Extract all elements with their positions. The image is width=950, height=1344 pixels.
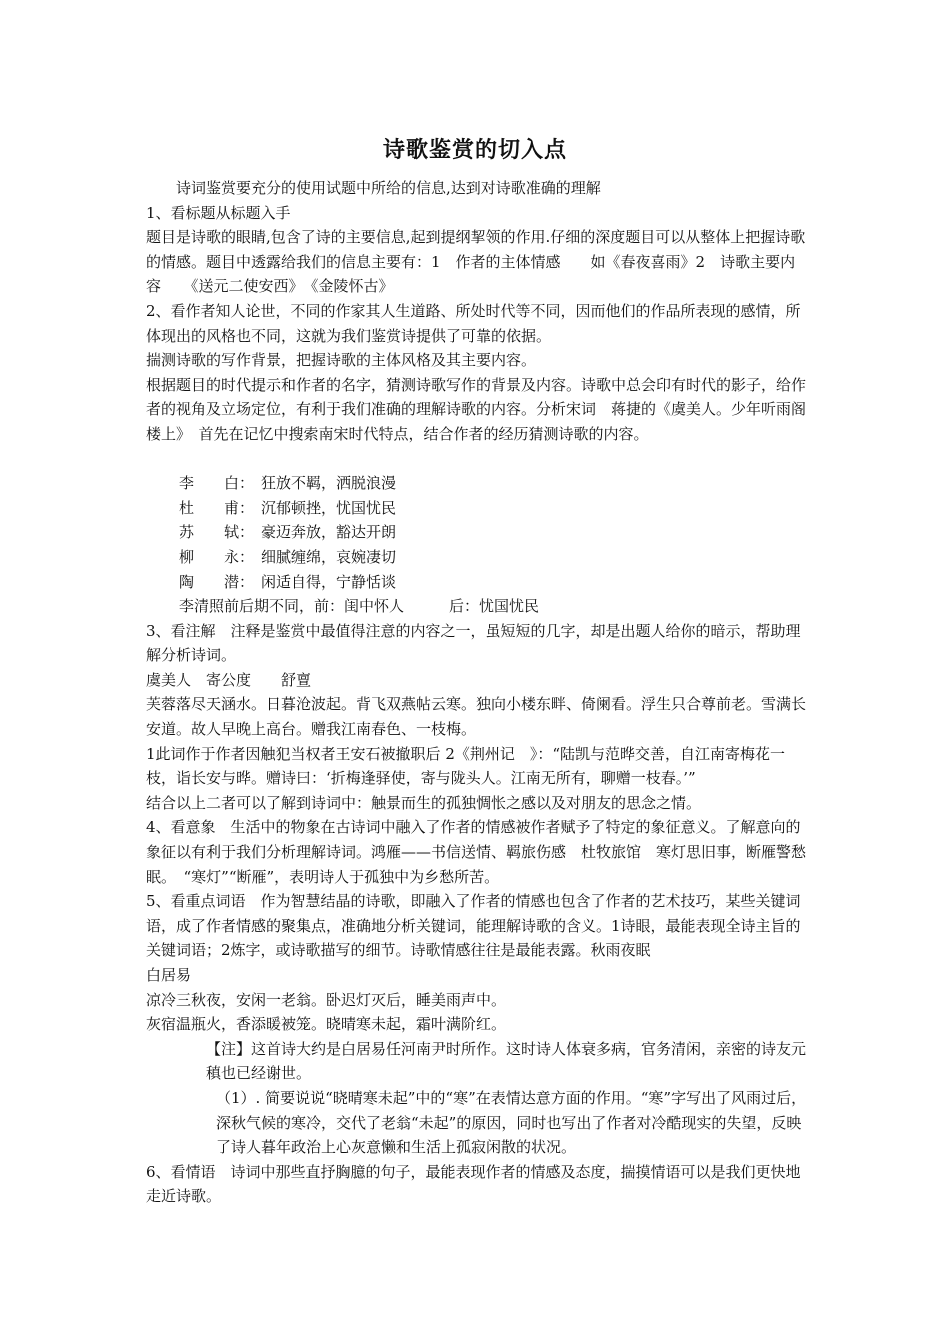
question-answer: （1）. 简要说说“晓晴寒未起”中的“寒”在表情达意方面的作用。“寒”字写出了风雨过后，深秋气候的寒冷，交代了老翁“未起”的原因，同时也写出了作者对冷酷现实的失望，反映了诗人暮年政治上心灰意懒和生活上孤寂闲散的状况。: [216, 1088, 807, 1157]
section-1-heading: 1、看标题从标题入手: [146, 203, 291, 222]
poet-name: 柳 永：: [179, 547, 255, 566]
poem-notes: 1此词作于作者因触犯当权者王安石被撤职后 2《荆州记 》：“陆凯与范晔交善，自江南寄梅花一枝，诣长安与晔。赠诗曰：‘折梅逢驿使，寄与陇头人。江南无所有，聊赠一枝春。’”: [146, 744, 786, 788]
intro-paragraph: 诗词鉴赏要充分的使用试题中所给的信息,达到对诗歌准确的理解: [176, 179, 601, 197]
poet-style-row: [146, 520, 810, 545]
poem-text: 芙蓉落尽天涵水。日暮沧波起。背飞双燕帖云寒。独向小楼东畔、倚阑看。浮生只合尊前老。雪满长安道。故人早晚上高台。赠我江南春色、一枝梅。: [146, 695, 807, 739]
poet-style: 闲适自得，宁静恬谈: [261, 572, 397, 591]
poet-style-row: [146, 471, 810, 496]
poet-style: 细腻缠绵，哀婉凄切: [261, 547, 397, 566]
section-1-paragraph: 题目是诗歌的眼睛,包含了诗的主要信息,起到提纲挈领的作用.仔细的深度题目可以从整体上把握诗歌的情感。题目中透露给我们的信息主要有：1 作者的主体情感 如《春夜喜雨》2 诗歌主要内容 《送元二使安西》 《金陵怀古》: [146, 228, 806, 296]
poet-style: 狂放不羁，洒脱浪漫: [261, 474, 397, 493]
poet-name: 陶 潜：: [179, 572, 255, 591]
poem-author: 白居易: [146, 966, 192, 984]
section-2-heading: 2、看作者知人论世，不同的作家其人生道路、所处时代等不同，因而他们的作品所表现的感情，所体现出的风格也不同，这就为我们鉴赏诗提供了可靠的依据。: [146, 301, 801, 345]
poet-name: 杜 甫：: [179, 498, 255, 517]
section-2-paragraph: 根据题目的时代提示和作者的名字，猜测诗歌写作的背景及内容。诗歌中总会印有时代的影子，给作者的视角及立场定位，有利于我们准确的理解诗歌的内容。分析宋词 蒋捷的《虞美人。少年听雨阁楼上》 首先在记忆中搜索南宋时代特点，结合作者的经历猜测诗歌的内容。: [146, 375, 807, 443]
poet-style-row: [146, 496, 810, 521]
document-body: [146, 176, 810, 1209]
section-5-heading: 5、看重点词语 作为智慧结晶的诗歌，即融入了作者的情感也包含了作者的艺术技巧，某些关键词语，成了作者情感的聚集点，准确地分析关键词，能理解诗歌的含义。1诗眼，最能表现全诗主旨的关键词语；2炼字，或诗歌描写的细节。诗歌情感往往是最能表露。秋雨夜眠: [146, 892, 801, 960]
page-title: 诗歌鉴赏的切入点: [382, 138, 567, 163]
poet-name: 李 白：: [179, 474, 255, 493]
poem-title: 虞美人 寄公度 舒亶: [146, 670, 312, 689]
poet-style-row: [146, 570, 810, 595]
blank-line: [146, 447, 810, 472]
section-6-heading: 6、看情语 诗词中那些直抒胸臆的句子，最能表现作者的情感及态度，揣摸情语可以是我们更快地走近诗歌。: [146, 1162, 801, 1206]
poem-line: 凉冷三秋夜，安闲一老翁。卧迟灯灭后，睡美雨声中。: [146, 990, 507, 1009]
poem-annotation: 【注】这首诗大约是白居易任河南尹时所作。这时诗人体衰多病，官务清闲，亲密的诗友元稹也已经谢世。: [206, 1039, 807, 1083]
section-2-paragraph: 揣测诗歌的写作背景，把握诗歌的主体风格及其主要内容。: [146, 351, 537, 370]
li-qingzhao-line: 李清照前后期不同，前：闺中怀人 后：忧国忧民: [179, 597, 540, 616]
poet-style-row: [146, 545, 810, 570]
section-3-heading: 3、看注解 注释是鉴赏中最值得注意的内容之一，虽短短的几字，却是出题人给你的暗示，帮助理解分析诗词。: [146, 621, 801, 665]
poem-line: 灰宿温瓶火，香添暖被笼。晓晴寒未起，霜叶满阶红。: [146, 1015, 507, 1034]
poet-style: 沉郁顿挫，忧国忧民: [261, 498, 397, 517]
poet-style: 豪迈奔放，豁达开朗: [261, 523, 397, 542]
section-4-heading: 4、看意象 生活中的物象在古诗词中融入了作者的情感被作者赋予了特定的象征意义。了解意向的象征以有利于我们分析理解诗词。鸿雁——书信送情、羁旅伤感 杜牧旅馆 寒灯思旧事，断雁警愁眠。 “寒灯”“断雁”，表明诗人于孤独中为乡愁所苦。: [146, 818, 807, 886]
section-3-conclusion: 结合以上二者可以了解到诗词中：触景而生的孤独惆怅之感以及对朋友的思念之情。: [146, 793, 702, 812]
poet-name: 苏 轼：: [179, 523, 255, 542]
